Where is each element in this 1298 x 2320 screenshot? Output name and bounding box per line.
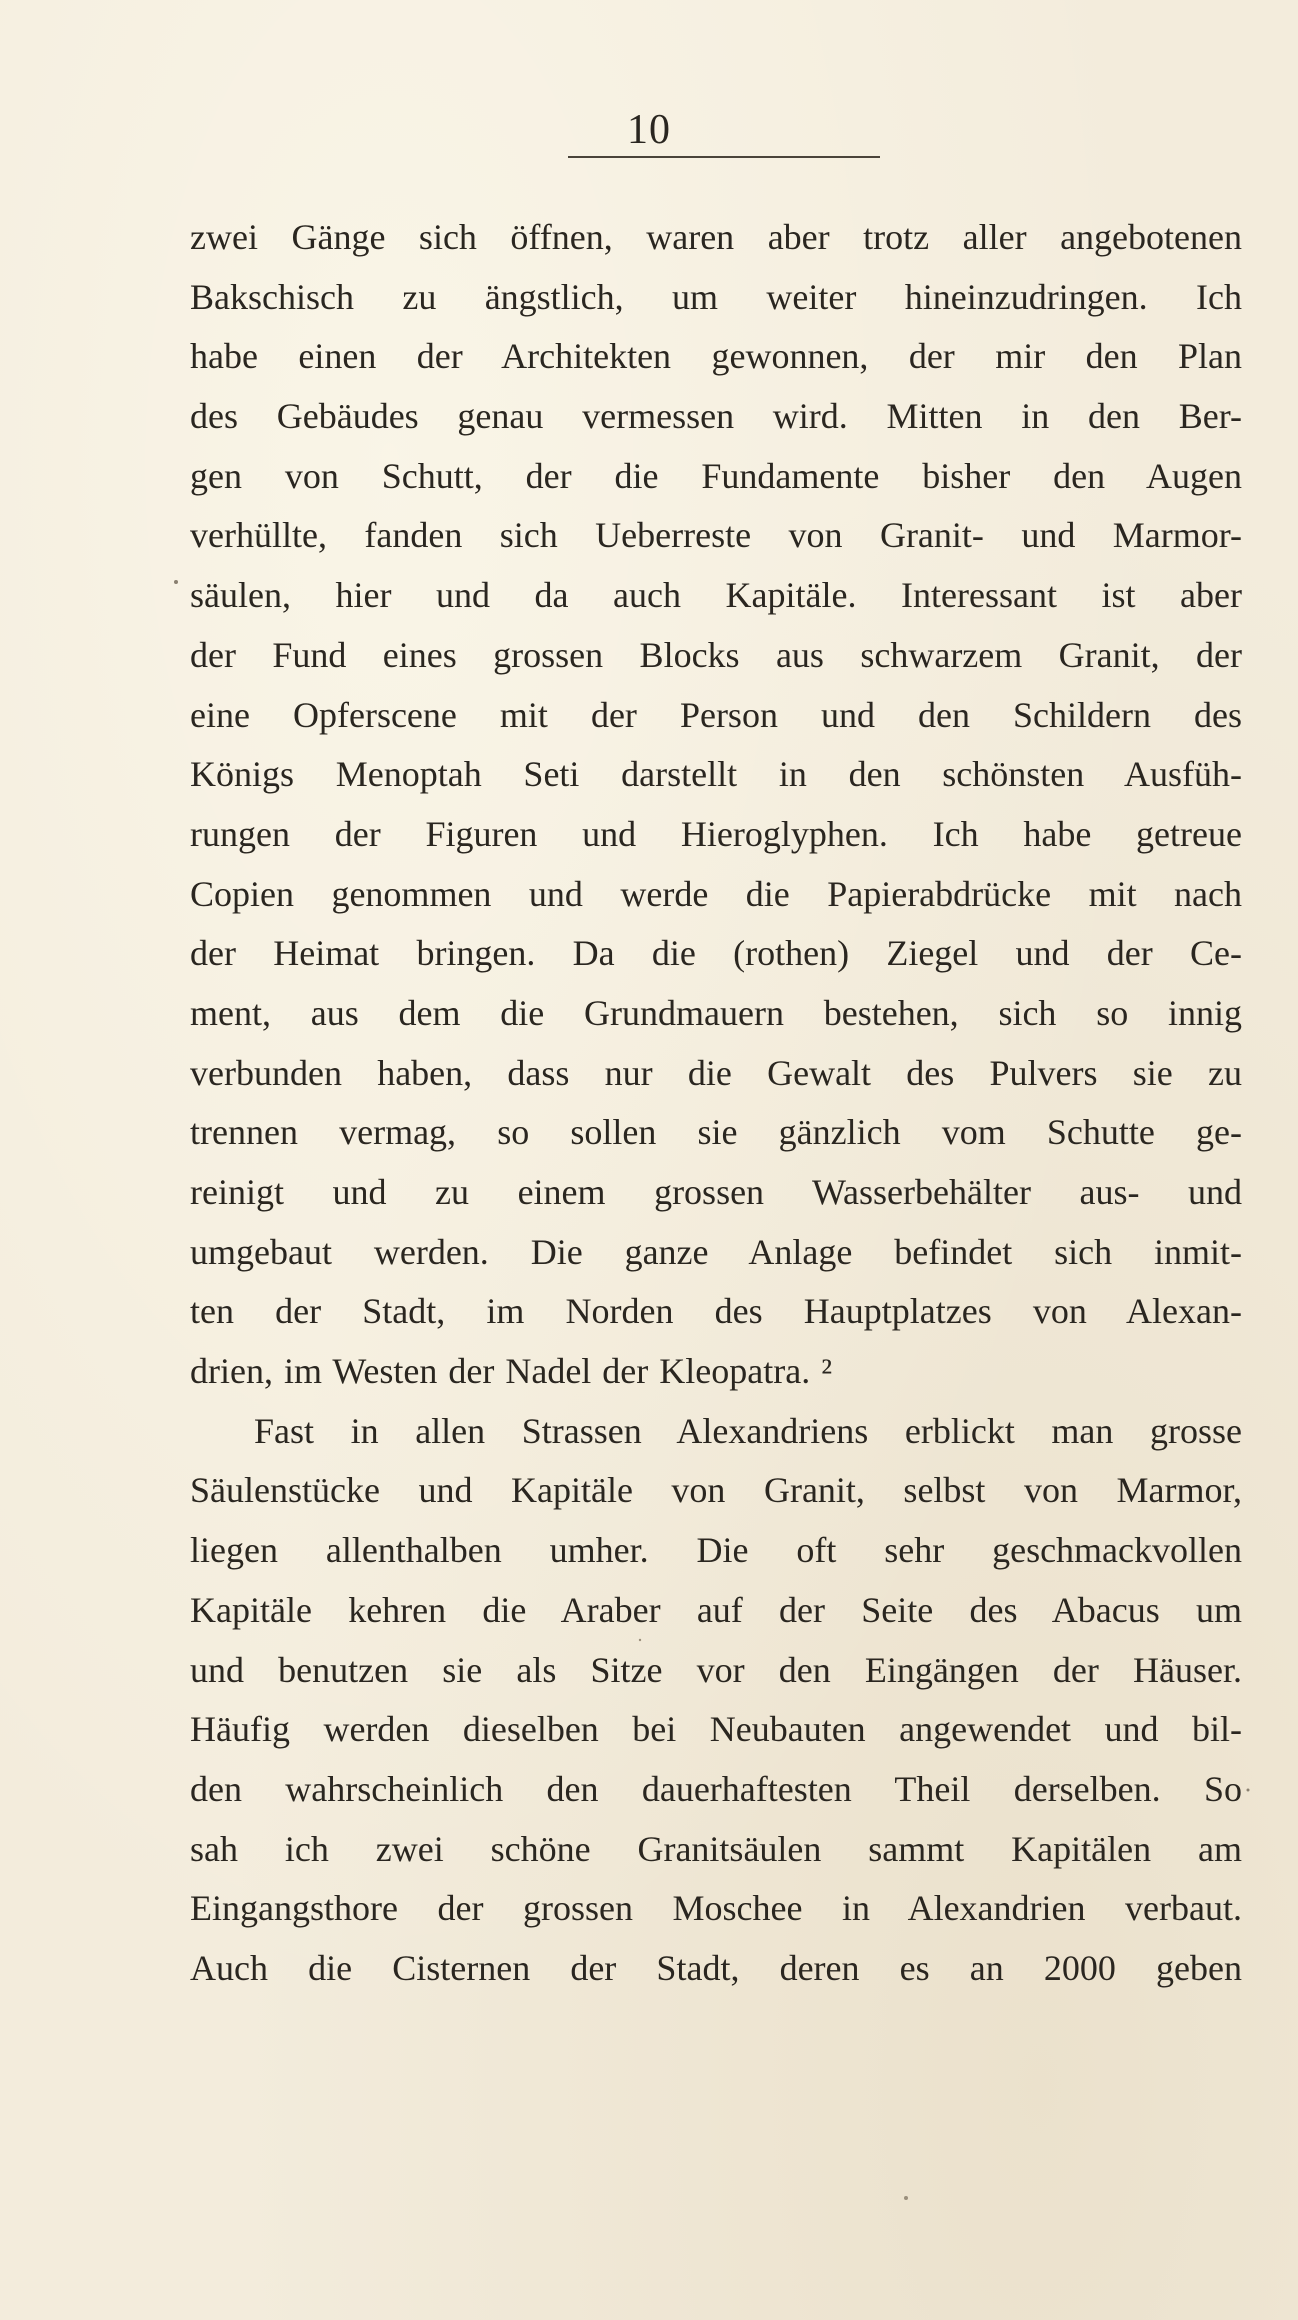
text-line: Copien genommen und werde die Papierabdrücke mit nach [190, 873, 1242, 914]
text-line: ten der Stadt, im Norden des Hauptplatzes von Alexan- [190, 1291, 1242, 1332]
text-line: Bakschisch zu ängstlich, um weiter hineinzudringen. Ich [190, 276, 1242, 317]
text-line: Säulenstücke und Kapitäle von Granit, selbst von Marmor, [190, 1470, 1242, 1511]
text-line: verhüllte, fanden sich Ueberreste von Granit- und Marmor- [190, 515, 1242, 556]
text-line: und benutzen sie als Sitze vor den Eingängen der Häuser. [190, 1649, 1242, 1690]
text-line: eine Opferscene mit der Person und den Schildern des [190, 694, 1242, 735]
text-line: der Heimat bringen. Da die (rothen) Ziegel und der Ce- [190, 933, 1242, 974]
text-line: trennen vermag, so sollen sie gänzlich vom Schutte ge- [190, 1112, 1242, 1153]
text-line: Kapitäle kehren die Araber auf der Seite des Abacus um [190, 1589, 1242, 1630]
header-rule [568, 156, 880, 158]
text-line: des Gebäudes genau vermessen wird. Mitten in den Ber- [190, 396, 1242, 437]
text-line: reinigt und zu einem grossen Wasserbehälter aus- und [190, 1172, 1242, 1212]
text-line: liegen allenthalben umher. Die oft sehr geschmackvollen [190, 1530, 1242, 1571]
text-line: ment, aus dem die Grundmauern bestehen, sich so innig [190, 992, 1242, 1033]
text-line: Auch die Cisternen der Stadt, deren es an 2000 geben [190, 1947, 1242, 1988]
text-line: Königs Menoptah Seti darstellt in den schönsten Ausfüh- [190, 754, 1242, 795]
text-line: sah ich zwei schöne Granitsäulen sammt Kapitälen am [190, 1828, 1242, 1869]
text-line: der Fund eines grossen Blocks aus schwarzem Granit, der [190, 634, 1242, 675]
page-number: 10 [627, 107, 671, 153]
text-line: verbunden haben, dass nur die Gewalt des Pulvers sie zu [190, 1052, 1242, 1093]
text-line: zwei Gänge sich öffnen, waren aber trotz aller angebotenen [190, 217, 1242, 257]
text-line: Fast in allen Strassen Alexandriens erblickt man grosse [254, 1410, 1242, 1451]
text-line: Eingangsthore der grossen Moschee in Alexandrien verbaut. [190, 1888, 1242, 1929]
body-text [190, 208, 1242, 1999]
text-line: habe einen der Architekten gewonnen, der mir den Plan [190, 336, 1242, 377]
text-line: gen von Schutt, der die Fundamente bisher den Augen [190, 455, 1242, 496]
text-line: drien, im Westen der Nadel der Kleopatra. ² [190, 1351, 832, 1392]
text-line: den wahrscheinlich den dauerhaftesten Theil derselben. So [190, 1768, 1242, 1809]
text-line: rungen der Figuren und Hieroglyphen. Ich habe getreue [190, 813, 1242, 854]
text-line: umgebaut werden. Die ganze Anlage befindet sich inmit- [190, 1231, 1242, 1272]
text-line: säulen, hier und da auch Kapitäle. Interessant ist aber [190, 575, 1242, 616]
text-line: Häufig werden dieselben bei Neubauten angewendet und bil- [190, 1709, 1242, 1750]
